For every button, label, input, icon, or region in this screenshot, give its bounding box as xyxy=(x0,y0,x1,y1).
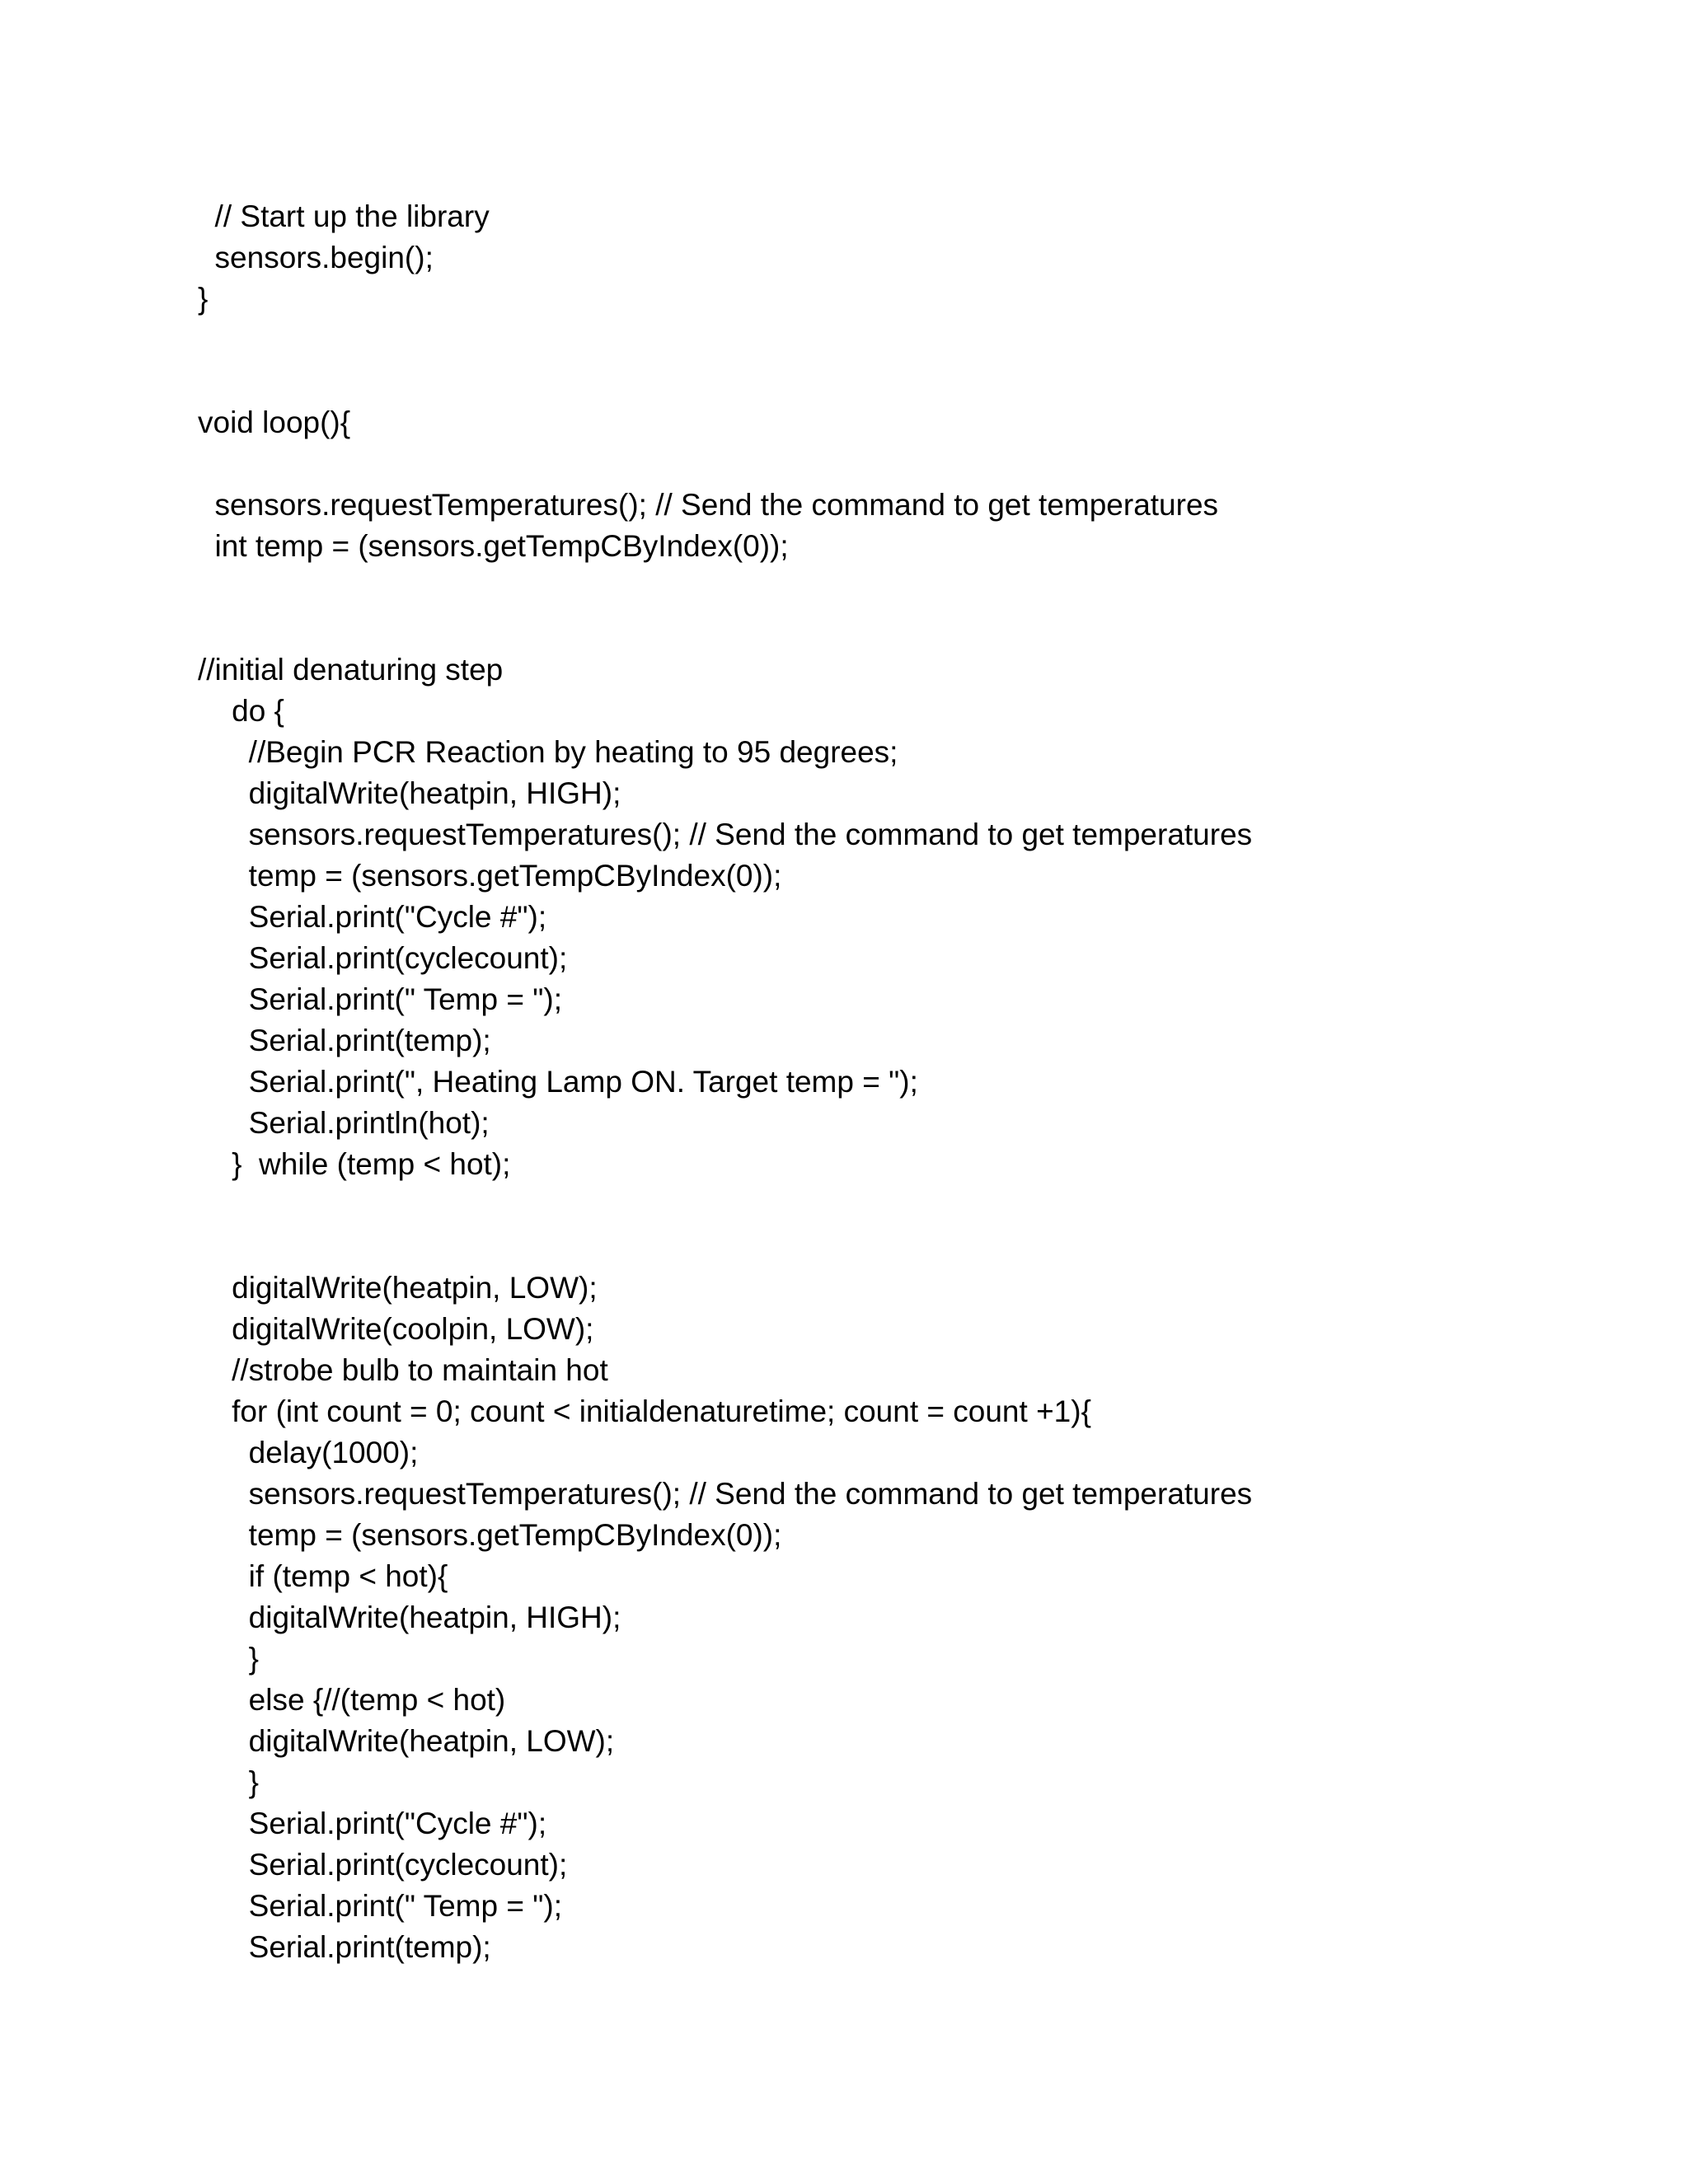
code-line: int temp = (sensors.getTempCByIndex(0)); xyxy=(198,529,789,563)
code-line: Serial.print("Cycle #"); xyxy=(198,900,547,934)
code-line: Serial.print(temp); xyxy=(198,1930,491,1964)
code-line xyxy=(198,567,1599,608)
code-line: sensors.requestTemperatures(); // Send the command to get temperatures xyxy=(198,1477,1253,1511)
code-line: delay(1000); xyxy=(198,1436,419,1469)
code-line: //Begin PCR Reaction by heating to 95 degrees; xyxy=(198,735,898,769)
code-line: // Start up the library xyxy=(198,199,490,233)
code-line: Serial.print(cyclecount); xyxy=(198,1848,568,1882)
code-line: } xyxy=(198,282,209,316)
code-line: Serial.println(hot); xyxy=(198,1106,490,1140)
code-line: digitalWrite(heatpin, HIGH); xyxy=(198,1601,621,1634)
code-listing xyxy=(198,196,1599,1968)
code-line: void loop(){ xyxy=(198,405,351,439)
code-line xyxy=(198,1185,1599,1226)
code-line: Serial.print(" Temp = "); xyxy=(198,1889,562,1923)
code-line: sensors.requestTemperatures(); // Send the command to get temperatures xyxy=(198,488,1219,522)
code-line: } xyxy=(198,1765,260,1799)
code-line: sensors.requestTemperatures(); // Send the command to get temperatures xyxy=(198,818,1253,851)
code-line: Serial.print(temp); xyxy=(198,1024,491,1057)
code-line: Serial.print(cyclecount); xyxy=(198,941,568,975)
code-line: } while (temp < hot); xyxy=(198,1147,511,1181)
code-line: digitalWrite(heatpin, HIGH); xyxy=(198,776,621,810)
code-line: Serial.print("Cycle #"); xyxy=(198,1807,547,1840)
code-line: temp = (sensors.getTempCByIndex(0)); xyxy=(198,859,782,893)
code-line xyxy=(198,443,1599,485)
code-line: digitalWrite(heatpin, LOW); xyxy=(198,1271,598,1305)
code-line: Serial.print(" Temp = "); xyxy=(198,982,562,1016)
code-line: Serial.print(", Heating Lamp ON. Target temp = "); xyxy=(198,1065,918,1099)
code-line: for (int count = 0; count < initialdenaturetime; count = count +1){ xyxy=(198,1394,1091,1428)
code-line: sensors.begin(); xyxy=(198,241,434,274)
code-line xyxy=(198,1226,1599,1268)
code-line: else {//(temp < hot) xyxy=(198,1683,506,1717)
code-line: //initial denaturing step xyxy=(198,653,504,687)
code-line xyxy=(198,320,1599,361)
code-line: digitalWrite(heatpin, LOW); xyxy=(198,1724,615,1758)
code-line: //strobe bulb to maintain hot xyxy=(198,1353,608,1387)
code-line: digitalWrite(coolpin, LOW); xyxy=(198,1312,594,1346)
code-line: do { xyxy=(198,694,284,728)
code-line: temp = (sensors.getTempCByIndex(0)); xyxy=(198,1518,782,1552)
code-line xyxy=(198,361,1599,402)
code-line: } xyxy=(198,1642,260,1675)
code-line: if (temp < hot){ xyxy=(198,1559,448,1593)
code-line xyxy=(198,608,1599,649)
